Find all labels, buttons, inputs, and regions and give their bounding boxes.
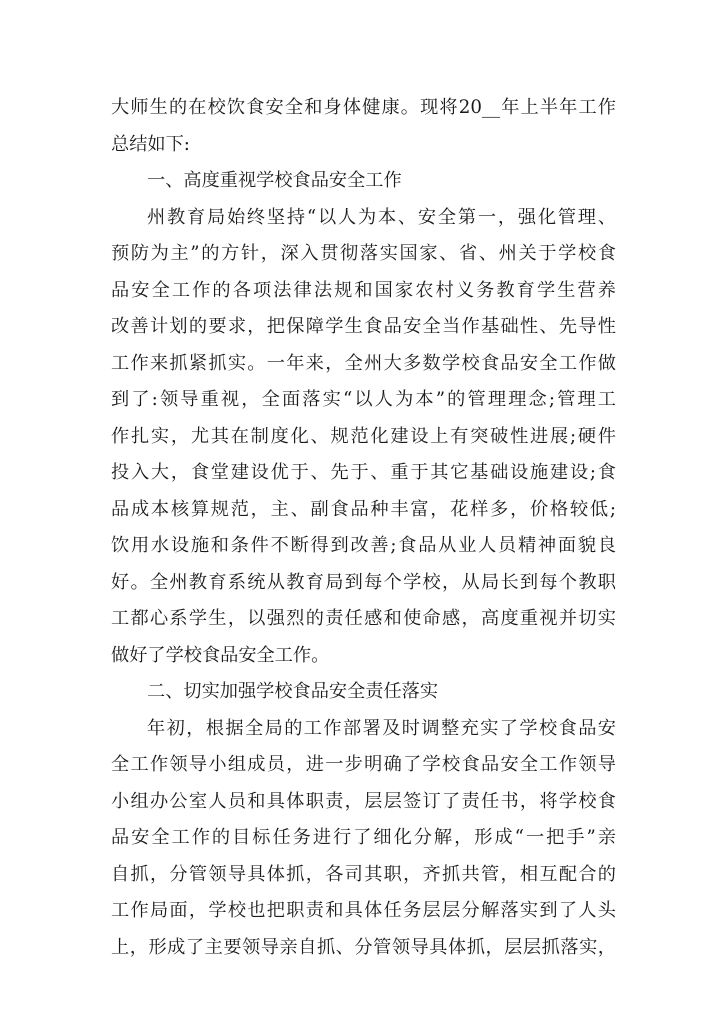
text-line: 全工作领导小组成员，进一步明确了学校食品安全工作领导 [111,754,616,775]
document-body [111,90,616,966]
text-line: 上，形成了主要领导亲自抓、分管领导具体抓，层层抓落实， [111,936,616,958]
paragraph-section-1 [111,200,616,675]
text-line: 投入大，食堂建设优于、先于、重于其它基础设施建设;食 [111,462,616,483]
text-line: 工作来抓紧抓实。一年来，全州大多数学校食品安全工作做 [111,352,616,374]
heading-text: 一、高度重视学校食品安全工作 [147,170,402,191]
paragraph-section-2 [111,711,616,967]
text-line: 小组办公室人员和具体职责，层层签订了责任书，将学校食 [111,790,616,812]
heading-text: 二、切实加强学校食品安全责任落实 [147,681,439,702]
text-line: 自抓，分管领导具体抓，各司其职，齐抓共管，相互配合的 [111,863,616,885]
text-line: 好。全州教育系统从教育局到每个学校，从局长到每个教职 [111,571,616,593]
text-line: 作扎实，尤其在制度化、规范化建设上有突破性进展;硬件 [111,425,616,447]
text-line: 州教育局始终坚持“以人为本、安全第一，强化管理、 [147,206,616,228]
text-line: 工作局面，学校也把职责和具体任务层层分解落实到了人头 [111,900,616,921]
text-line: 品安全工作的各项法律法规和国家农村义务教育学生营养 [111,279,616,301]
text-line: 预防为主”的方针，深入贯彻落实国家、省、州关于学校食 [111,243,616,264]
text-line: 品成本核算规范，主、副食品种丰富，花样多，价格较低; [111,498,616,520]
text-line: 工都心系学生，以强烈的责任感和使命感，高度重视并切实 [111,608,616,629]
section-heading-1 [111,163,616,200]
text-line: 饮用水设施和条件不断得到改善;食品从业人员精神面貌良 [111,535,616,556]
text-line: 总结如下: [111,133,190,155]
section-heading-2 [111,674,616,711]
text-line: 改善计划的要求，把保障学生食品安全当作基础性、先导性 [111,316,616,337]
paragraph-intro [111,90,616,163]
text-line: 年初，根据全局的工作部署及时调整充实了学校食品安 [147,717,616,739]
text-line: 品安全工作的目标任务进行了细化分解，形成“一把手”亲 [111,827,616,848]
text-line: 大师生的在校饮食安全和身体健康。现将20__年上半年工作 [111,97,616,118]
text-line: 做好了学校食品安全工作。 [111,644,330,666]
text-line: 到了:领导重视，全面落实“以人为本”的管理理念;管理工 [111,389,616,410]
